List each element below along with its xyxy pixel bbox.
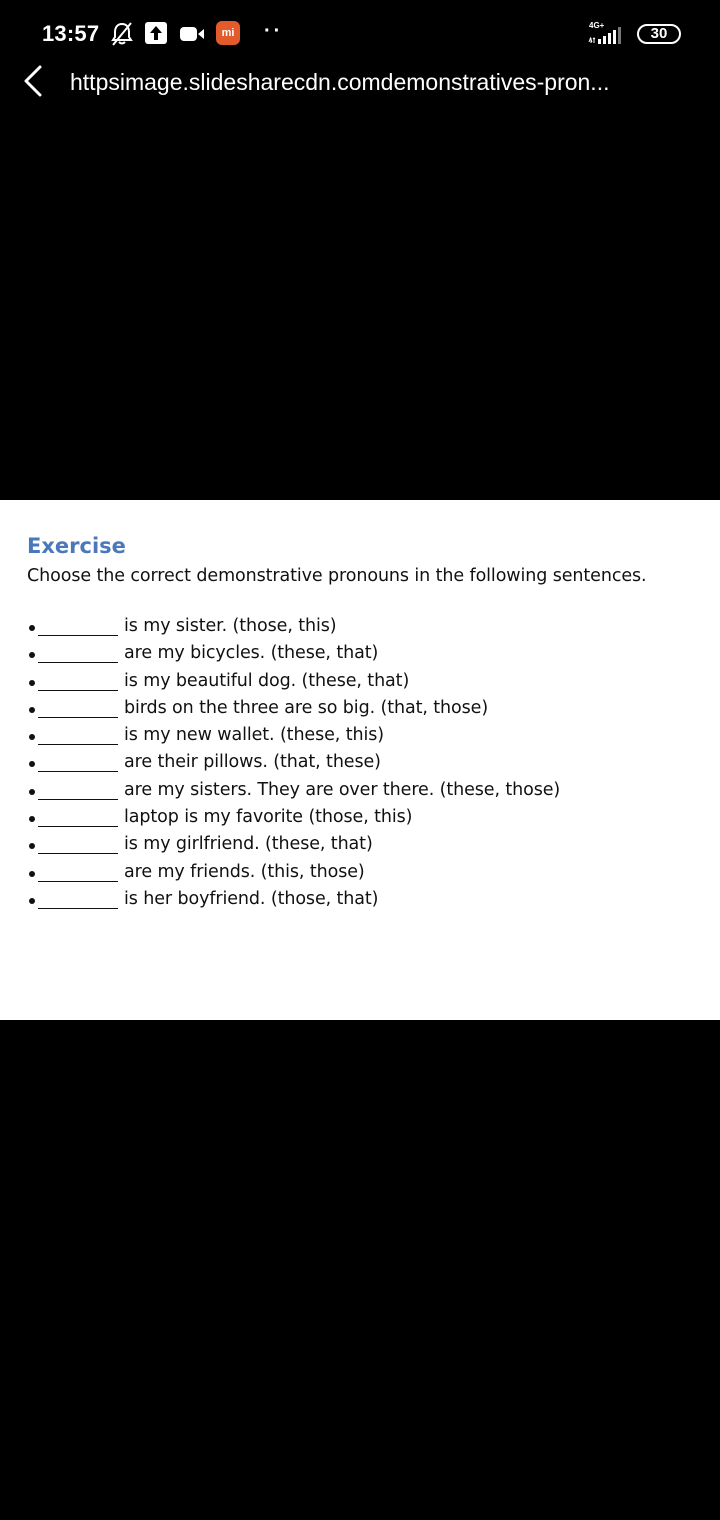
more-notifications-icon: ·· [264,20,284,42]
battery-icon: 30 [637,24,681,44]
mi-icon: mi [216,21,240,45]
document-image[interactable] [0,500,720,1020]
exercise-heading: Exercise [27,534,126,558]
exercise-sentence: are my sisters. They are over there. (these, those) [124,779,561,800]
answer-blank [38,908,118,909]
signal-icon [588,26,628,46]
bullet-icon [29,625,35,631]
exercise-sentence: are their pillows. (that, these) [124,752,381,773]
exercise-sentence: laptop is my favorite (those, this) [124,807,413,828]
bullet-icon [29,680,35,686]
answer-blank [38,799,118,800]
answer-blank [38,826,118,827]
answer-blank [38,744,118,745]
title-bar [0,64,720,104]
answer-blank [38,717,118,718]
exercise-sentence: is her boyfriend. (those, that) [124,888,379,909]
video-icon [180,26,206,42]
exercise-sentence: are my friends. (this, those) [124,861,365,882]
mute-icon [110,21,134,47]
status-bar [0,0,720,64]
upload-icon [145,22,167,44]
bullet-icon [29,898,35,904]
bullet-icon [29,789,35,795]
bullet-icon [29,652,35,658]
answer-blank [38,881,118,882]
exercise-sentence: birds on the three are so big. (that, those) [124,697,489,718]
bullet-icon [29,871,35,877]
answer-blank [38,853,118,854]
bullet-icon [29,843,35,849]
exercise-instruction: Choose the correct demonstrative pronouns in the following sentences. [27,566,647,586]
exercise-sentence: is my beautiful dog. (these, that) [124,670,410,691]
status-time: 13:57 [42,21,100,46]
bullet-icon [29,816,35,822]
chevron-left-icon[interactable] [22,64,46,100]
answer-blank [38,662,118,663]
exercise-sentence: is my new wallet. (these, this) [124,725,384,746]
network-type-label: 4G+ [589,21,605,30]
answer-blank [38,635,118,636]
exercise-sentence: is my sister. (those, this) [124,616,337,636]
exercise-sentence: are my bicycles. (these, that) [124,643,379,664]
bullet-icon [29,761,35,767]
page-url-title: httpsimage.slidesharecdn.comdemonstratives-pron... [70,69,610,95]
bullet-icon [29,734,35,740]
answer-blank [38,771,118,772]
answer-blank [38,690,118,691]
bullet-icon [29,707,35,713]
exercise-sentence: is my girlfriend. (these, that) [124,834,373,855]
